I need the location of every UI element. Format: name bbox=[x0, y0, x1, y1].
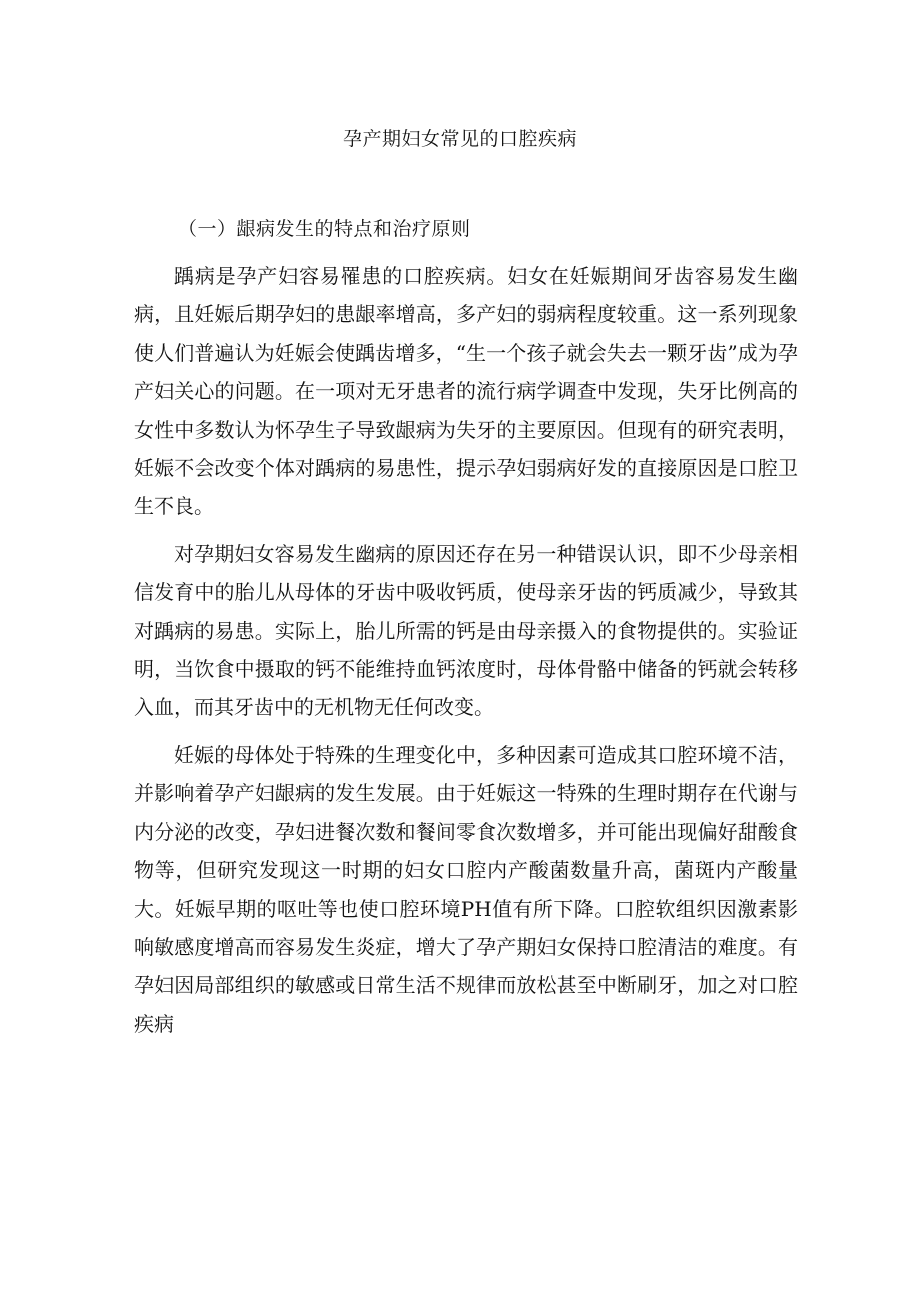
document-body bbox=[134, 257, 798, 1043]
paragraph-2: 对孕期妇女容易发生幽病的原因还存在另一种错误认识，即不少母亲相信发育中的胎儿从母体的牙齿中吸收钙质，使母亲牙齿的钙质减少，导致其对踽病的易患。实际上，胎儿所需的钙是由母亲摄入的食物提供的。实验证明，当饮食中摄取的钙不能维持血钙浓度时，母体骨骼中储备的钙就会转移入血，而其牙齿中的无机物无任何改变。 bbox=[134, 541, 798, 720]
paragraph-1: 踽病是孕产妇容易罹患的口腔疾病。妇女在妊娠期间牙齿容易发生幽病，且妊娠后期孕妇的患龈率增高，多产妇的弱病程度较重。这一系列现象使人们普遍认为妊娠会使踽齿增多，“生一个孩子就会失去一颗牙齿”成为孕产妇关心的问题。在一项对无牙患者的流行病学调查中发现，失牙比例高的女性中多数认为怀孕生子导致龈病为失牙的主要原因。但现有的研究表明，妊娠不会改变个体对踽病的易患性，提示孕妇弱病好发的直接原因是口腔卫生不良。 bbox=[134, 264, 798, 519]
document-title: 孕产期妇女常见的口腔疾病 bbox=[342, 128, 577, 150]
section-heading: （一）龈病发生的特点和治疗原则 bbox=[178, 218, 471, 240]
paragraph-3: 妊娠的母体处于特殊的生理变化中，多种因素可造成其口腔环境不洁，并影响着孕产妇龈病的发生发展。由于妊娠这一特殊的生理时期存在代谢与内分泌的改变，孕妇进餐次数和餐间零食次数增多，并可能出现偏好甜酸食物等，但研究发现这一时期的妇女口腔内产酸菌数量升高，菌斑内产酸量大。妊娠早期的呕吐等也使口腔环境PH值有所下降。口腔软组织因激素影响敏感度增高而容易发生炎症，增大了孕产期妇女保持口腔清洁的难度。有孕妇因局部组织的敏感或日常生活不规律而放松甚至中断刷牙，加之对口腔疾病 bbox=[134, 742, 798, 1036]
